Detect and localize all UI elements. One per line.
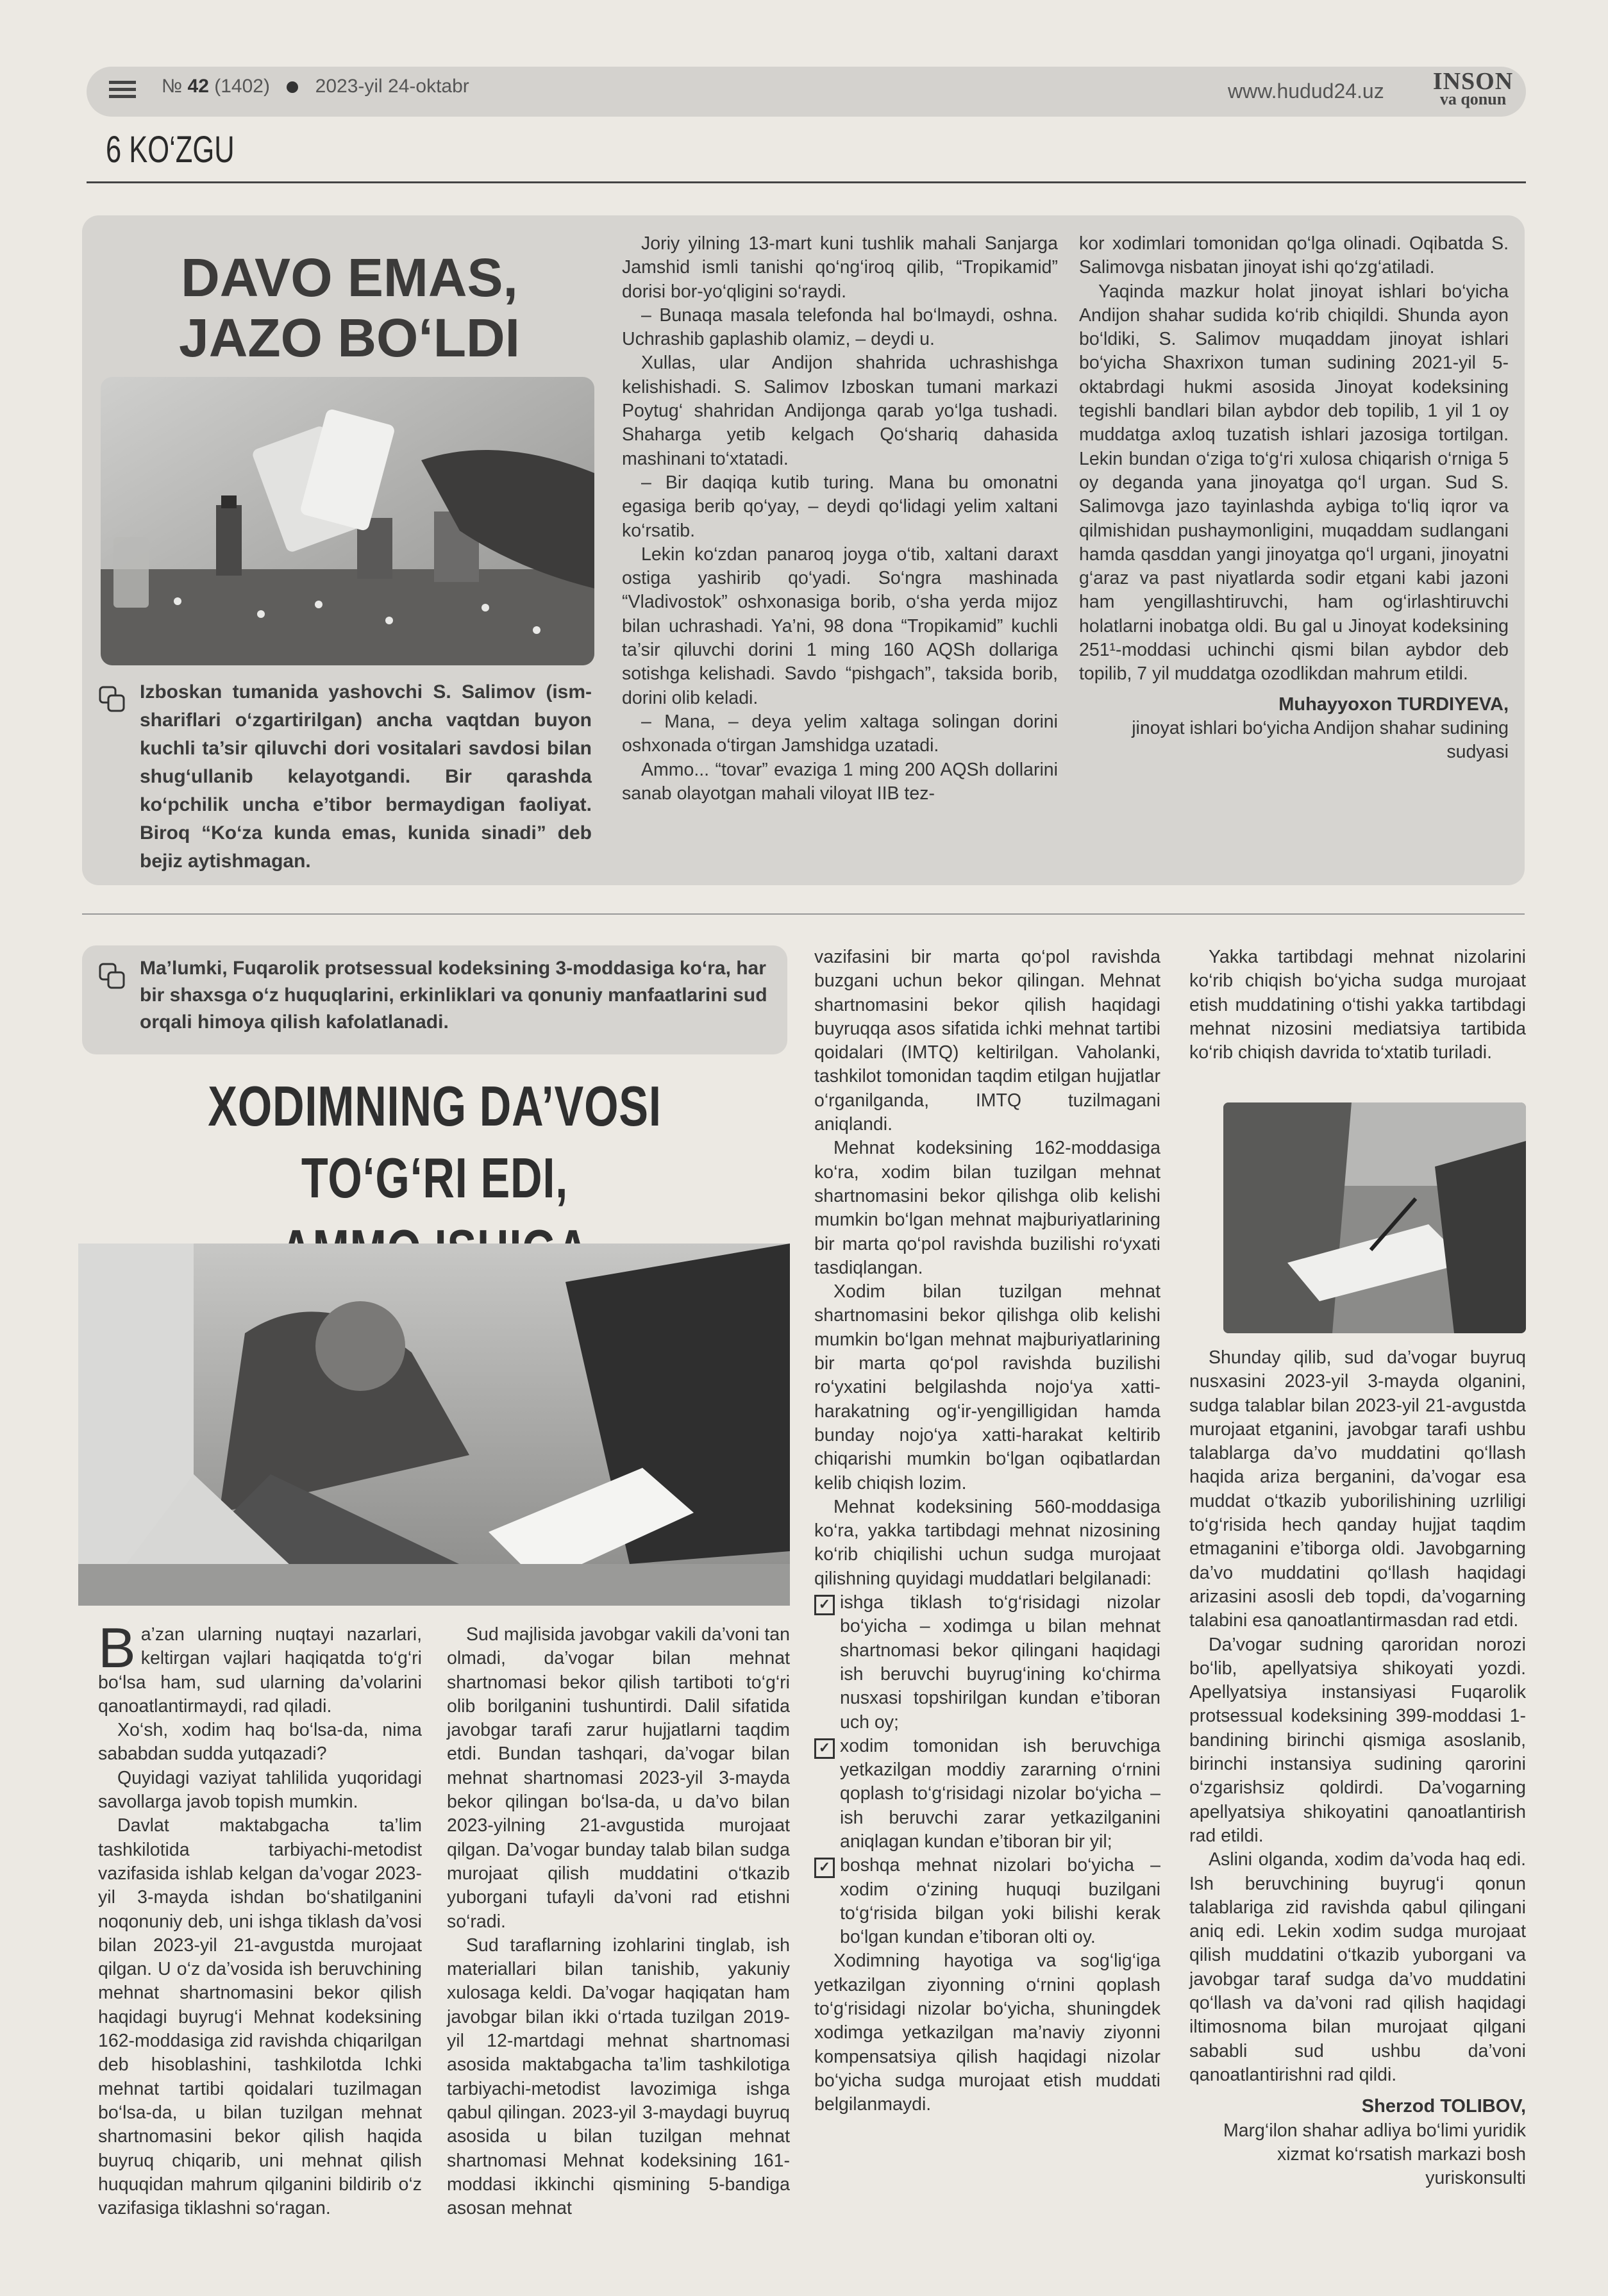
paragraph: Quyidagi vaziyat tahlilida yuqoridagi savollarga javob topish mumkin. [98, 1767, 422, 1813]
copy-icon [97, 685, 127, 714]
site-link[interactable]: www.hudud24.uz [1228, 79, 1384, 103]
paragraph: Davlat maktabgacha ta’lim tashkilotida tarbiyachi-metodist vazifasida ishlab kelgan da’vogar 2023-yil 3-mayda ishdan bo‘shatilganini noqonuniy deb, uni ishga tiklash da’vosi bilan 2023-yil 21-avgustda murojaat qilgan. U o‘z da’vosida ish beruvchining mehnat shartnomasini bekor qilish haqidagi buyrug‘i Mehnat kodeksining 162-moddasiga zid ravishda chiqarilgan deb hisoblashini, tashkilotda Ichki mehnat tartibi qoidalari tuzilmagan bo‘lsa-da, u bilan tuzilgan mehnat shartnomasini bekor qilish haqida buyruq chiqarib, uni mehnat qilish huquqidan mahrum qilganini bildirib o‘z vazifasiga tiklashni so‘ragan. [98, 1815, 422, 2219]
paragraph: – Mana, – deya yelim xaltaga solingan dorini oshxonada o‘tirgan Jamshidga uzatadi. [622, 711, 1058, 756]
issue-date: 2023-yil 24-oktabr [315, 76, 469, 97]
article1-column1 [622, 232, 1058, 806]
article2-title-line1: XODIMNING DA’VOSI TO‘G‘RI EDI, [208, 1074, 662, 1210]
issue-info [162, 76, 469, 97]
issue-total: (1402) [214, 76, 270, 97]
article1-author [1079, 693, 1509, 765]
logo-bottom: va qonun [1439, 90, 1507, 108]
checkbox-icon: ✓ [814, 1738, 835, 1759]
author-name: Sherzod TOLIBOV, [1361, 2096, 1526, 2117]
paragraph: Sud majlisida javobgar vakili da’voni tan olmadi, da’vogar bilan mehnat shartnomasi bekor qilish tartiboti to‘g‘ri olib borilganini tushuntirdi. Dalil sifatida javobgar tarafi zarur hujjatlarni taqdim etdi. Bundan tashqari, da’vogar bilan mehnat shartnomasi 2023-yil 3-mayda bekor qilingan bo‘lsa-da, u da’vo bilan 2023-yilning 21-avgustida murojaat qilgan. Da’vogar bunday talab bilan sudga murojaat qilish muddatini o‘tkazib yuborgani tufayli da’voni rad etishni so‘radi. [447, 1624, 790, 1932]
author-role: Marg‘ilon shahar adliya bo‘limi yuridik xizmat ko‘rsatish markazi bosh yuriskonsulti [1223, 2120, 1526, 2189]
paragraph: – Bir daqiqa kutib turing. Mana bu omonatni egasiga berib qo‘yay, – deydi qo‘lidagi yelim xaltani ko‘rsatib. [622, 472, 1058, 541]
article1-title-line2: JAZO BO‘LDI [178, 308, 520, 368]
list-item [814, 1591, 1160, 1734]
paragraph: Xodimning hayotiga va sog‘lig‘iga yetkazilgan ziyonning o‘rnini qoplash to‘g‘risidagi nizolar bo‘yicha, shuningdek xodimga yetkazilgan ma’naviy ziyonni kompensatsiya qilish haqidagi nizolar bo‘yicha sudga murojaat etish muddati belgilanmaydi. [814, 1951, 1160, 2115]
medicine-photo [101, 377, 594, 665]
menu-icon[interactable] [109, 81, 136, 103]
paragraph: Xodim bilan tuzilgan mehnat shartnomasini bekor qilishga olib kelishi mumkin bo‘lgan mehnat majburiyatlarining bir marta qo‘pol ravishda buzilishi ro‘yxatini belgilashda nojo‘ya xatti-harakatning og‘ir-yengilligidan hamda bunday nojo‘ya xatti-harakat keltirib chiqarishi mumkin bo‘lgan oqibatlardan kelib chiqish lozim. [814, 1281, 1160, 1493]
signing-photo [1223, 1102, 1526, 1333]
paragraph: Shunday qilib, sud da’vogar buyruq nusxasini 2023-yil 3-mayda olganini, sudga talablar bilan 2023-yil 21-avgustda murojaat etganini, javobgar tarafi ushbu talablarga da’vo muddatini qo‘llash haqida ariza berganini, da’vogar esa muddat o‘tkazib yuborilishining uzrliligi to‘g‘risida hech qanday hujjat taqdim etmaganini e’tiborga oldi. Javobgarning da’vo muddatini qo‘llash haqidagi arizasini asosli deb topdi, da’vogarning talabini esa qanoatlantirmasdan rad etdi. [1189, 1347, 1526, 1631]
dot-icon [287, 81, 298, 93]
article2-author [1189, 2095, 1526, 2190]
checkbox-icon: ✓ [814, 1858, 835, 1878]
paragraph [98, 1616, 422, 1718]
paragraph: kor xodimlari tomonidan qo‘lga olinadi. Oqibatda S. Salimovga nisbatan jinoyat ishi qo‘zg‘atiladi. [1079, 233, 1509, 278]
article1-lead: Izboskan tumanida yashovchi S. Salimov (ism-shariflari o‘zgartirilgan) ancha vaqtdan buyon kuchli ta’sir qiluvchi dori vositalari savdosi bilan shug‘ullanib kelayotgandi. Bir qarashda ko‘pchilik uncha e’tibor bermaydigan faoliyat. Biroq “Ko‘za kunda emas, kunida sinadi” deb bejiz aytishmagan. [140, 681, 592, 872]
paragraph: Sud taraflarning izohlarini tinglab, ish materiallari bilan tanishib, yakuniy xulosaga keldi. Da’vogar haqiqatan ham javobgar bilan ikki o‘rtada tuzilgan 2019-yil 12-martdagi mehnat shartnomasi asosida maktabgacha ta’lim tashkilotiga tarbiyachi-metodist lavozimiga ishga qabul qilingan. 2023-yil 3-maydagi buyruq asosida u bilan tuzilgan mehnat shartnomasi Mehnat kodeksining 161-moddasi ikkinchi qismining 5-bandiga asosan mehnat [447, 1934, 790, 2219]
list-item [814, 1854, 1160, 1949]
list-item-text: boshqa mehnat nizolari bo‘yicha – xodim o‘zining huquqi buzilgani to‘g‘risida bilgan yoki bilishi kerak bo‘lgan kundan e’tiboran olti oy. [840, 1855, 1160, 1948]
paragraph: Aslini olganda, xodim da’voda haq edi. Ish beruvchining buyrug‘i qonun talablariga zid ravishda qabul qilingani aniq edi. Lekin xodim sudga murojaat qilish muddatini o‘tkazib yuborgani va javobgar taraf sudga da’vo muddatini qo‘llash va da’voni rad qilish haqidagi iltimosnoma bilan murojaat qilgani sababli sud ushbu da’voni qanoatlantirishni rad qildi. [1189, 1849, 1526, 2085]
paragraph: Mehnat kodeksining 560-moddasiga ko‘ra, yakka tartibdagi mehnat nizosining ko‘rib chiqilishi uchun sudga murojaat qilishning quyidagi muddatlari belgilanadi: [814, 1496, 1160, 1589]
logo-top: INSON [1432, 68, 1514, 95]
paragraph: Xullas, ular Andijon shahrida uchrashishga kelishishadi. S. Salimov Izboskan tumani markazi Poytug‘ shahridan Andijonga qarab yo‘lga tushadi. Shaharga yetib kelgach Qo‘shariq dahasida mashinani to‘xtatadi. [622, 353, 1058, 469]
paragraph: vazifasini bir marta qo‘pol ravishda buzgani uchun bekor qilingan. Mehnat shartnomasini bekor qilish haqidagi buyruqqa asos sifatida ichki mehnat tartibi qoidalari (IMTQ) keltirilgan. Vaholanki, tashkilot tomonidan taqdim etilgan hujjatlar o‘rganilganda, IMTQ tuzilmagani aniqlandi. [814, 947, 1160, 1135]
paragraph-text: a’zan ularning nuqtayi nazarlari, keltirgan vajlari haqiqatda to‘g‘ri bo‘lsa ham, sud ularning da’volarini qanoatlantirmaydi, rad qiladi. [98, 1624, 422, 1717]
paragraph: Da’vogar sudning qaroridan norozi bo‘lib, apellyatsiya shikoyati yozdi. Apellyatsiya instansiyasi Fuqarolik protsessual kodeksining 399-moddasi 1-bandining birinchi qismiga asoslanib, birinchi instansiya sudining qarorini o‘zgarishsiz qoldirdi. Da’vogarning apellyatsiya shikoyatini qanoatlantirish rad etildi. [1189, 1634, 1526, 1846]
page-section-label: 6 KO‘ZGU [106, 129, 235, 171]
article1-title-line1: DAVO EMAS, [181, 247, 518, 308]
article2-column3 [814, 945, 1160, 2117]
article2-column4-top [1189, 945, 1526, 1065]
paragraph: Yakka tartibdagi mehnat nizolarini ko‘rib chiqish bo‘yicha sudga murojaat etish muddatining o‘tishi yakka tartibdagi mehnat nizosini mediatsiya tartibida ko‘rib chiqish davrida to‘xtatib turiladi. [1189, 947, 1526, 1063]
article1-title [103, 247, 596, 368]
header-rule [87, 181, 1526, 183]
paragraph: Xo‘sh, xodim haq bo‘lsa-da, nima sababdan sudda yutqazadi? [98, 1720, 422, 1765]
article2-column4 [1189, 1346, 1526, 2190]
worker-photo [78, 1244, 790, 1606]
copy-icon [97, 961, 127, 991]
paragraph: – Bunaqa masala telefonda hal bo‘lmaydi, oshna. Uchrashib gaplashib olamiz, – deydi u. [622, 304, 1058, 350]
list-item-text: xodim tomonidan ish beruvchiga yetkazilgan moddiy zararning o‘rnini qoplash to‘g‘risidagi nizolar bo‘yicha – ish beruvchi zarar yetkazilganini aniqlagan kundan e’tiboran bir yil; [840, 1735, 1160, 1852]
drop-cap: B [98, 1616, 136, 1679]
paragraph: Mehnat kodeksining 162-moddasiga ko‘ra, xodim bilan tuzilgan mehnat shartnomasini bekor qilishga olib kelishi mumkin bo‘lgan mehnat majburiyatlarining bir marta qo‘pol ravishda buzilishi ro‘yxati tasdiqlangan. [814, 1138, 1160, 1278]
article1-column2 [1079, 232, 1509, 765]
list-item [814, 1734, 1160, 1854]
section-divider [82, 913, 1525, 915]
issue-label: № [162, 76, 183, 97]
checkbox-icon: ✓ [814, 1595, 835, 1615]
issue-number: 42 [187, 76, 209, 97]
logo [1420, 69, 1526, 108]
author-name: Muhayyoxon TURDIYEVA, [1278, 694, 1509, 715]
article2-column1 [98, 1616, 422, 2220]
article2-lead: Ma’lumki, Fuqarolik protsessual kodeksining 3-moddasiga ko‘ra, har bir shaxsga o‘z huquqlarini, erkinliklari va qonuniy manfaatlarini sud orqali himoya qilish kafolatlanadi. [140, 958, 767, 1033]
article2-column2 [447, 1623, 790, 2220]
paragraph: Joriy yilning 13-mart kuni tushlik mahali Sanjarga Jamshid ismli tanishi qo‘ng‘iroq qilib, “Tropikamid” dorisi bor-yo‘qligini so‘raydi. [622, 233, 1058, 302]
paragraph: Yaqinda mazkur holat jinoyat ishlari bo‘yicha Andijon shahar sudida ko‘rib chiqildi. Shunda ayon bo‘ldiki, S. Salimov muqaddam jinoyat ishlari bo‘yicha Shaxrixon tuman sudining 2021-yil 5-oktabrdagi hukmi asosida Jinoyat kodeksining tegishli bandlari bilan aybdor deb topilib, 1 yil 1 oy muddatga axloq tuzatish ishlari jazosiga tortilgan. Lekin bundan o‘ziga to‘g‘ri xulosa chiqarish o‘rniga 5 oy deganda yana jinoyatga qo‘l urgan. Sud S. Salimovga jazo tayinlashda aybiga to‘liq iqror va qilmishidan pushaymonligini, muqaddam sudlangani hamda qasddan yangi jinoyatga qo‘l urgani, jinoyatni g‘araz va past niyatlarda sodir etgani kabi jazoni ham yengillashtiruvchi, ham og‘irlashtiruvchi holatlarni inobatga oldi. Bu gal u Jinoyat kodeksining 251¹-moddasi uchinchi qismi bilan aybdor deb topilib, 7 yil muddatga ozodlikdan mahrum etildi. [1079, 281, 1509, 685]
list-item-text: ishga tiklash to‘g‘risidagi nizolar bo‘yicha – xodimga u bilan mehnat shartnomasi bekor qilingani haqidagi ish beruvchi buyrug‘ining ko‘chirma nusxasi topshirilgan kundan e’tiboran uch oy; [840, 1592, 1160, 1733]
author-role: jinoyat ishlari bo‘yicha Andijon shahar sudining sudyasi [1132, 717, 1509, 763]
paragraph: Ammo... “tovar” evaziga 1 ming 200 AQSh dollarini sanab olayotgan mahali viloyat IIB tez- [622, 759, 1058, 804]
paragraph: Lekin ko‘zdan panaroq joyga o‘tib, xaltani daraxt ostiga yashirib qo‘yadi. So‘ngra mashinada “Vladivostok” oshxonasiga borib, o‘sha yerda mijoz bilan uchrashadi. Ya’ni, 98 dona “Tropikamid” kuchli ta’sir qiluvchi dorini 1 ming 160 AQSh dollariga sotishga kelishadi. Savdo “pishgach”, taksida borib, dorini olib keladi. [622, 544, 1058, 708]
